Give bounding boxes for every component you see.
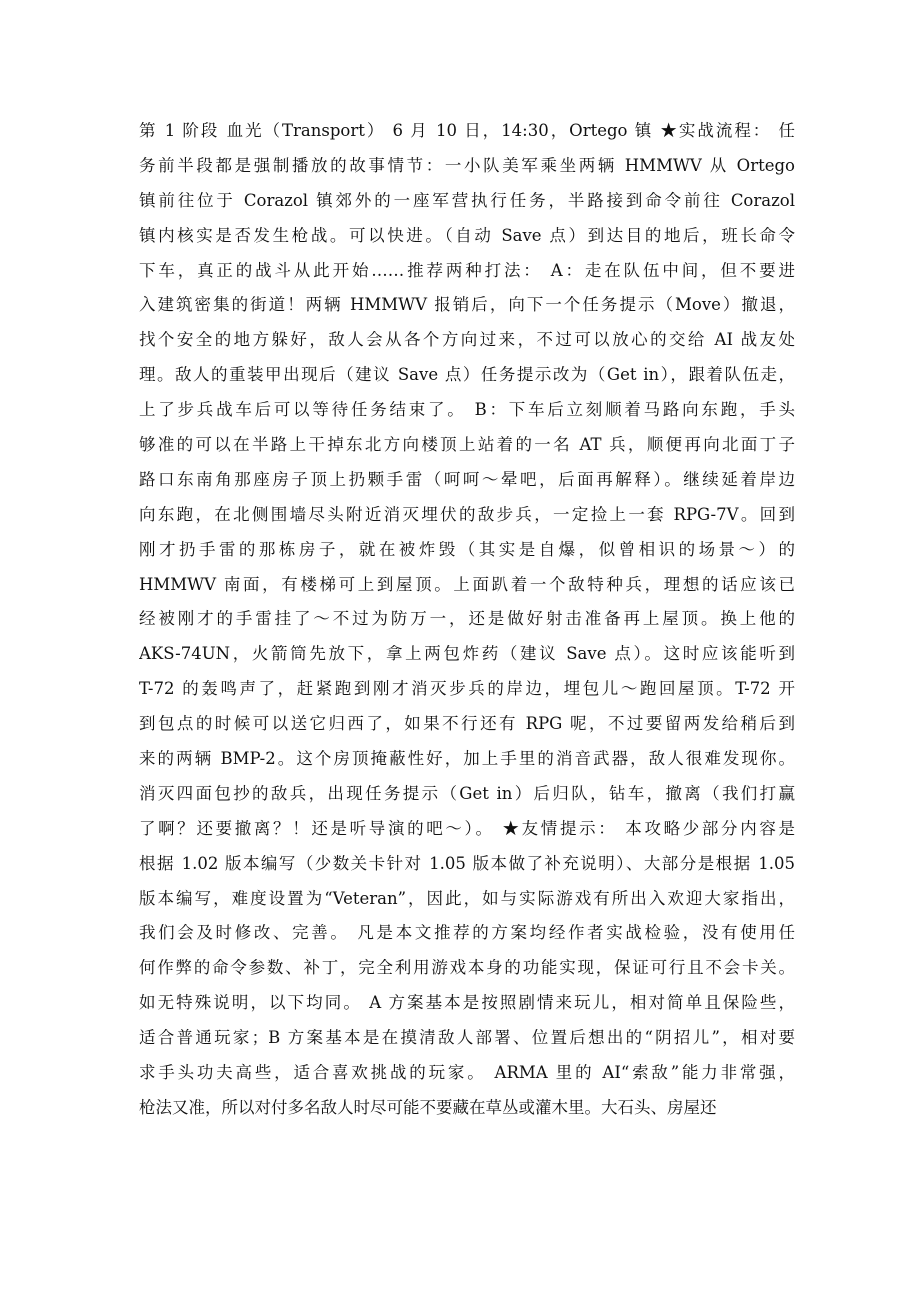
text-line: 来的两辆 BMP-2。这个房顶掩蔽性好，加上手里的消音武器，敌人很难发现你。 bbox=[139, 749, 795, 769]
text-line: 枪法又准，所以对付多名敌人时尽可能不要藏在草丛或灌木里。大石头、房屋还 bbox=[139, 1097, 717, 1117]
text-line: 版本编写，难度设置为“Veteran”，因此，如与实际游戏有所出入欢迎大家指出， bbox=[139, 888, 795, 908]
text-line: 理。敌人的重装甲出现后（建议 Save 点）任务提示改为（Get in），跟着队伍走， bbox=[139, 365, 795, 385]
text-line: 第 1 阶段 血光（Transport） 6 月 10 日，14:30，Ortego 镇 ★实战流程： 任 bbox=[139, 121, 795, 140]
text-line: 何作弊的命令参数、补丁，完全利用游戏本身的功能实现，保证可行且不会卡关。 bbox=[139, 958, 795, 978]
text-line: 消灭四面包抄的敌兵，出现任务提示（Get in）后归队，钻车，撤离（我们打赢 bbox=[139, 783, 795, 803]
text-line: 适合普通玩家；B 方案基本是在摸清敌人部署、位置后想出的“阴招儿”，相对要 bbox=[139, 1028, 795, 1048]
text-line: 下车，真正的战斗从此开始……推荐两种打法： A：走在队伍中间，但不要进 bbox=[139, 260, 795, 280]
text-line: 镇内核实是否发生枪战。可以快进。（自动 Save 点）到达目的地后，班长命令 bbox=[139, 225, 795, 245]
text-line: 路口东南角那座房子顶上扔颗手雷（呵呵～晕吧，后面再解释）。继续延着岸边 bbox=[139, 469, 795, 489]
document-body bbox=[139, 114, 795, 1126]
text-line: 到包点的时候可以送它归西了，如果不行还有 RPG 呢，不过要留两发给稍后到 bbox=[139, 714, 795, 734]
text-line: AKS-74UN，火箭筒先放下，拿上两包炸药（建议 Save 点）。这时应该能听到 bbox=[139, 644, 795, 664]
text-line: 入建筑密集的街道！两辆 HMMWV 报销后，向下一个任务提示（Move）撤退， bbox=[139, 295, 795, 315]
text-line: HMMWV 南面，有楼梯可上到屋顶。上面趴着一个敌特种兵，理想的话应该已 bbox=[139, 574, 795, 594]
text-line: 够准的可以在半路上干掉东北方向楼顶上站着的一名 AT 兵，顺便再向北面丁子 bbox=[139, 435, 795, 455]
text-line: 上了步兵战车后可以等待任务结束了。 B：下车后立刻顺着马路向东跑，手头 bbox=[139, 400, 795, 420]
text-line: 了啊？还要撤离？！还是听导演的吧～）。 ★友情提示： 本攻略少部分内容是 bbox=[139, 818, 795, 838]
text-line: T-72 的轰鸣声了，赶紧跑到刚才消灭步兵的岸边，埋包儿～跑回屋顶。T-72 开 bbox=[139, 679, 795, 699]
text-line: 务前半段都是强制播放的故事情节：一小队美军乘坐两辆 HMMWV 从 Ortego bbox=[139, 155, 795, 175]
text-line: 镇前往位于 Corazol 镇郊外的一座军营执行任务，半路接到命令前往 Corazol bbox=[139, 190, 795, 210]
text-line: 刚才扔手雷的那栋房子，就在被炸毁（其实是自爆，似曾相识的场景～）的 bbox=[139, 539, 795, 559]
text-line: 经被刚才的手雷挂了～不过为防万一，还是做好射击准备再上屋顶。换上他的 bbox=[139, 609, 795, 629]
text-line: 根据 1.02 版本编写（少数关卡针对 1.05 版本做了补充说明）、大部分是根据 1.05 bbox=[139, 853, 795, 873]
text-line: 如无特殊说明，以下均同。 A 方案基本是按照剧情来玩儿，相对简单且保险些， bbox=[139, 993, 795, 1013]
text-line: 向东跑，在北侧围墙尽头附近消灭埋伏的敌步兵，一定捡上一套 RPG-7V。回到 bbox=[139, 504, 795, 524]
text-line: 找个安全的地方躲好，敌人会从各个方向过来，不过可以放心的交给 AI 战友处 bbox=[139, 330, 795, 350]
text-line: 求手头功夫高些，适合喜欢挑战的玩家。 ARMA 里的 AI“索敌”能力非常强， bbox=[139, 1063, 795, 1083]
text-line: 我们会及时修改、完善。 凡是本文推荐的方案均经作者实战检验，没有使用任 bbox=[139, 923, 795, 943]
